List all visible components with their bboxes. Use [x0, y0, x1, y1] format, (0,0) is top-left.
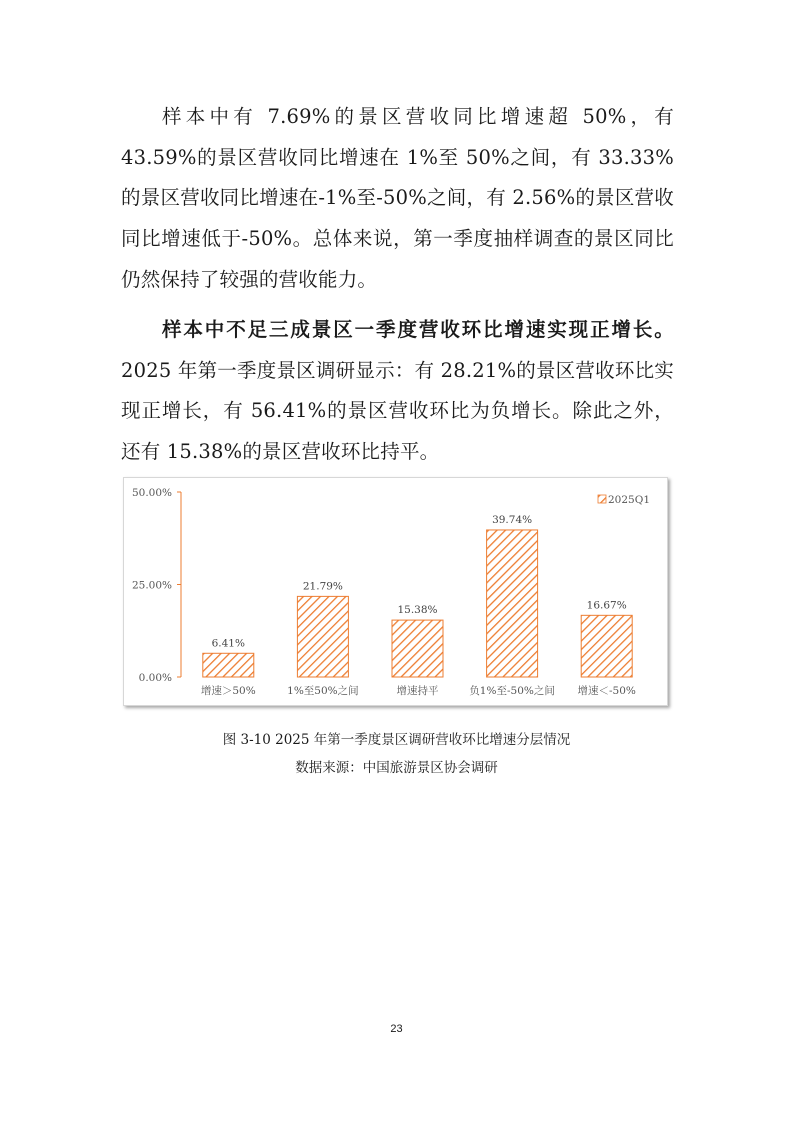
paragraph-heading: 样本中不足三成景区一季度营收环比增速实现正增长。: [162, 318, 674, 341]
bar: [297, 596, 348, 677]
bar: [581, 615, 632, 677]
data-label: 15.38%: [397, 604, 438, 617]
paragraph-yoy-growth: 样本中有 7.69%的景区营收同比增速超 50%，有 43.59%的景区营收同比增速在 1%至 50%之间，有 33.33%的景区营收同比增速在-1%至-50%之间，有 2.56%的景区营收同比增速低于-50%。总体来说，第一季度抽样调查的景区同比仍然保持了较强的营收能力。: [121, 105, 674, 291]
paragraph-body: 2025 年第一季度景区调研显示：有 28.21%的景区营收环比实现正增长，有 56.41%的景区营收环比为负增长。除此之外，还有 15.38%的景区营收环比持平。: [121, 358, 674, 464]
bar: [392, 620, 443, 677]
x-tick-label: 负1%至-50%之间: [469, 685, 555, 697]
data-label: 39.74%: [492, 513, 533, 526]
page-number: 23: [390, 1023, 403, 1035]
x-tick-label: 1%至50%之间: [287, 685, 359, 697]
y-tick-label: 0.00%: [138, 672, 172, 684]
bar-chart-svg: [124, 478, 667, 705]
data-label: 6.41%: [211, 637, 245, 650]
data-label: 21.79%: [302, 580, 343, 593]
x-tick-label: 增速＞50%: [200, 685, 256, 697]
data-label: 16.67%: [586, 599, 627, 612]
y-tick-label: 50.00%: [131, 487, 172, 499]
x-tick-label: 增速持平: [396, 685, 439, 697]
bar: [487, 530, 538, 677]
y-tick-label: 25.00%: [131, 579, 172, 592]
bar-chart: [123, 477, 668, 706]
figure-caption: 图 3-10 2025 年第一季度景区调研营收环比增速分层情况: [222, 732, 571, 748]
x-tick-label: 增速＜-50%: [577, 685, 636, 697]
bar: [203, 653, 254, 677]
legend-swatch: [598, 495, 606, 503]
paragraph-qoq-summary: [121, 310, 674, 473]
legend-label: 2025Q1: [608, 494, 651, 506]
figure-source: 数据来源：中国旅游景区协会调研: [295, 760, 498, 776]
